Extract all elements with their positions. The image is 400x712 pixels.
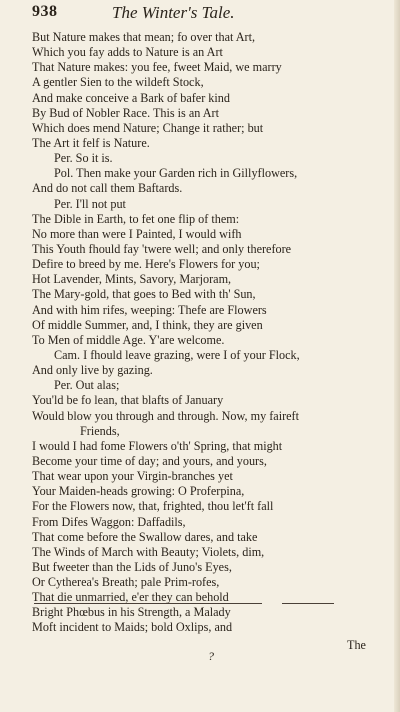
page-header [32,3,372,25]
verse-text [32,30,377,636]
text-line: Moft incident to Maids; bold Oxlips, and [32,620,233,635]
page-signature: ? [208,649,214,663]
catchword: The [347,638,366,652]
text-line: Per. I'll not put [54,196,126,211]
text-line: And only live by gazing. [32,363,153,378]
text-line: Bright Phœbus in his Strength, a Malady [32,605,231,620]
text-line: The Art it felf is Nature. [32,135,150,150]
text-line: And with him rifes, weeping: Thefe are Flowers [32,302,267,317]
text-line: Your Maiden-heads growing: O Proferpina, [32,484,245,499]
text-line: Per. Out alas; [54,378,120,393]
running-title: The Winter's Tale. [112,3,235,22]
text-line: Of middle Summer, and, I think, they are given [32,317,263,332]
text-line: By Bud of Nobler Race. This is an Art [32,105,219,120]
text-line: Would blow you through and through. Now, my faireft [32,408,299,423]
text-line: No more than were I Painted, I would wifh [32,226,242,241]
text-line: Or Cytherea's Breath; pale Prim-rofes, [32,575,220,590]
text-line: A gentler Sien to the wildeft Stock, [32,75,204,90]
page-edge [394,0,400,712]
text-line: Friends, [80,423,120,438]
text-line: Defire to breed by me. Here's Flowers for you; [32,257,260,272]
text-line: The Winds of March with Beauty; Violets, dim, [32,544,265,559]
text-line: Pol. Then make your Garden rich in Gillyflowers, [54,166,298,181]
text-line: But Nature makes that mean; fo over that Art, [32,30,256,44]
text-line: That wear upon your Virgin-branches yet [32,469,233,484]
text-line: You'ld be fo lean, that blafts of January [32,393,224,408]
text-line: That come before the Swallow dares, and take [32,529,258,544]
text-line: And do not call them Baftards. [32,181,183,196]
text-line: This Youth fhould fay 'twere well; and only therefore [32,241,292,256]
text-line: To Men of middle Age. Y'are welcome. [32,332,225,347]
text-line: For the Flowers now, that, frighted, thou let'ft fall [32,499,274,514]
text-line: I would I had fome Flowers o'th' Spring, that might [32,438,283,453]
text-line: Cam. I fhould leave grazing, were I of your Flock, [54,347,300,362]
text-line: From Difes Waggon: Daffadils, [32,514,186,529]
text-line: Per. So it is. [54,151,113,166]
page-number: 938 [32,3,58,20]
text-line: Hot Lavender, Mints, Savory, Marjoram, [32,272,232,287]
underline-mark [34,603,262,604]
text-line: That die unmarried, e'er they can behold [32,590,229,605]
underline-mark [282,603,334,604]
text-line: And make conceive a Bark of bafer kind [32,90,230,105]
text-line: That Nature makes: you fee, fweet Maid, we marry [32,60,282,75]
text-line: But fweeter than the Lids of Juno's Eyes, [32,559,232,574]
text-line: Which does mend Nature; Change it rather; but [32,120,264,135]
text-line: Become your time of day; and yours, and yours, [32,453,267,468]
text-line: The Mary-gold, that goes to Bed with th' Sun, [32,287,256,302]
text-line: The Dible in Earth, to fet one flip of them: [32,211,240,226]
text-line: Which you fay adds to Nature is an Art [32,45,223,60]
